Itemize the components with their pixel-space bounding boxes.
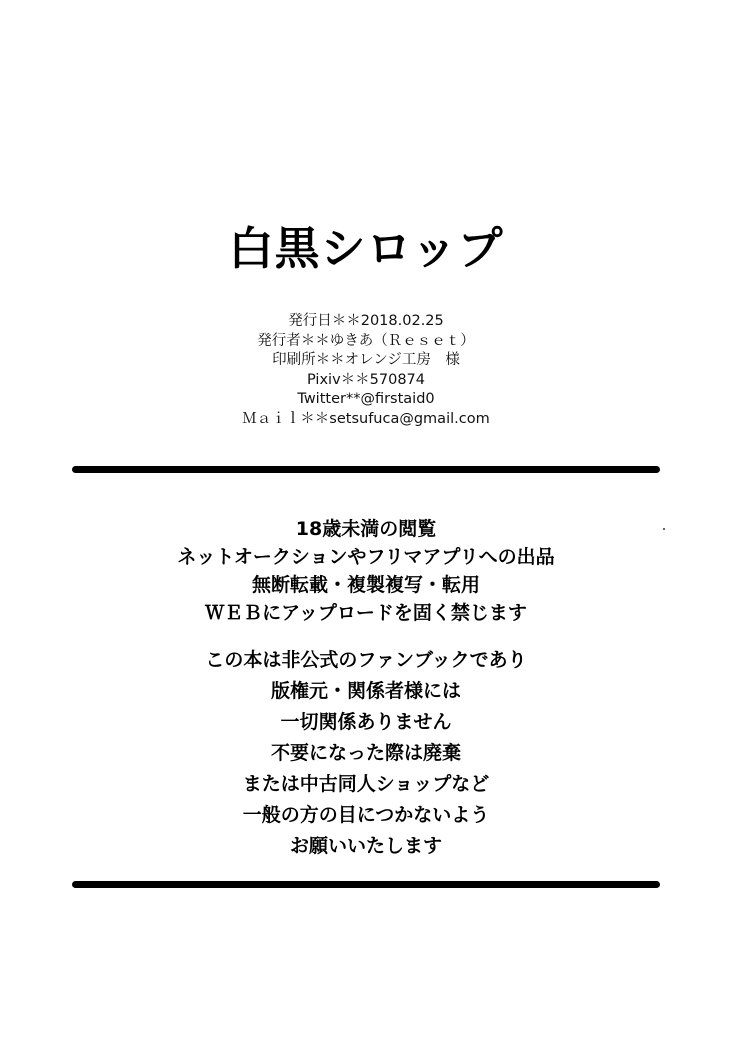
disclaimer-line-6: 一般の方の目につかないよう <box>242 804 490 826</box>
disclaimer-block <box>0 645 732 862</box>
divider-top <box>72 466 660 473</box>
disclaimer-line-2: 版権元・関係者様には <box>270 680 461 702</box>
prohibition-line-1: 18歳未満の閲覧 <box>295 518 437 540</box>
disclaimer-line-4: 不要になった際は廃棄 <box>270 742 461 764</box>
prohibition-line-4: ＷＥＢにアップロードを固く禁じます <box>205 602 527 624</box>
disclaimer-line-7: お願いいたします <box>289 835 442 857</box>
colophon-line-publisher: 発行者＊＊ゆきあ（Ｒｅｓｅｔ） <box>257 332 475 349</box>
prohibition-line-2: ネットオークションやフリマアプリへの出品 <box>177 546 555 568</box>
colophon-line-mail: Ｍａｉｌ＊＊setsufuca@gmail.com <box>242 410 490 427</box>
page-title: 白黒シロップ <box>228 222 504 275</box>
prohibition-line-3: 無断転載・複製複写・転用 <box>251 574 480 596</box>
colophon-block <box>0 312 732 429</box>
prohibitions-block <box>0 515 732 627</box>
divider-bottom <box>72 881 660 888</box>
colophon-line-pixiv: Pixiv＊＊570874 <box>307 371 425 388</box>
colophon-line-printer: 印刷所＊＊オレンジ工房 様 <box>272 352 460 368</box>
disclaimer-line-3: 一切関係ありません <box>280 711 452 733</box>
colophon-line-publish-date: 発行日＊＊2018.02.25 <box>288 313 444 329</box>
disclaimer-line-5: または中古同人ショップなど <box>242 773 490 795</box>
disclaimer-line-1: この本は非公式のファンブックであり <box>205 649 527 671</box>
colophon-line-twitter: Twitter**@firstaid0 <box>297 391 435 407</box>
